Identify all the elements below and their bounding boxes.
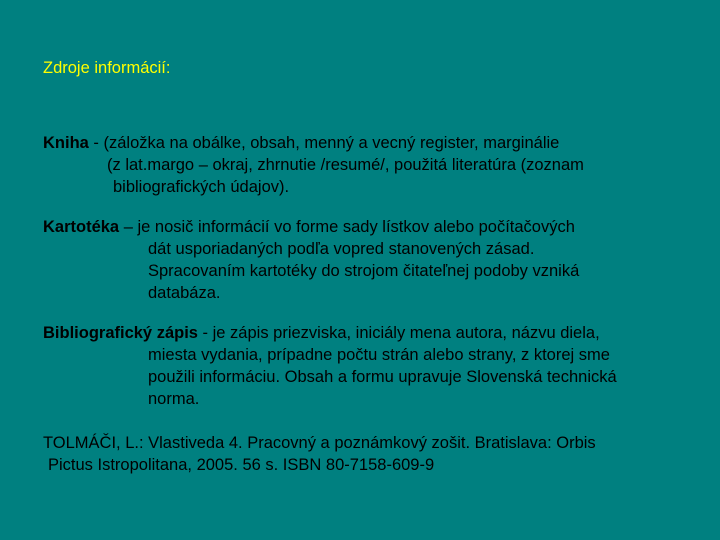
definition-line: použili informáciu. Obsah a formu upravuje Slovenská technická xyxy=(148,368,617,386)
definition-line: dát usporiadaných podľa vopred stanovených zásad. xyxy=(148,240,535,258)
term-kniha: Kniha xyxy=(43,134,89,152)
definition-line: norma. xyxy=(148,390,200,408)
definition-line xyxy=(43,322,617,344)
definition-text: - (záložka na obálke, obsah, menný a vecný register, marginálie xyxy=(88,134,560,152)
definition-text: - je zápis priezviska, iniciály mena autora, názvu diela, xyxy=(197,324,600,342)
definition-line: Spracovaním kartotéky do strojom čitateľnej podoby vzniká xyxy=(148,262,580,280)
definition-line: miesta vydania, prípadne počtu strán alebo strany, z ktorej sme xyxy=(148,346,610,364)
slide-title: Zdroje informácií: xyxy=(43,59,171,77)
citation-line: TOLMÁČI, L.: Vlastiveda 4. Pracovný a poznámkový zošit. Bratislava: Orbis xyxy=(43,434,596,452)
definition-kniha xyxy=(43,132,584,198)
definition-text: – je nosič informácií vo forme sady lístkov alebo počítačových xyxy=(119,218,575,236)
definition-kartoteka xyxy=(43,216,579,304)
source-citation xyxy=(43,432,596,476)
definition-line xyxy=(43,132,584,154)
term-bibliograficky-zapis: Bibliografický zápis xyxy=(43,324,198,342)
definition-line: (z lat.margo – okraj, zhrnutie /resumé/, použitá literatúra (zoznam xyxy=(107,156,584,174)
definition-line xyxy=(43,216,579,238)
definition-line: databáza. xyxy=(148,284,221,302)
citation-line: Pictus Istropolitana, 2005. 56 s. ISBN 80-7158-609-9 xyxy=(48,456,435,474)
term-kartoteka: Kartotéka xyxy=(43,218,120,236)
definition-bibliograficky-zapis xyxy=(43,322,617,410)
definition-line: bibliografických údajov). xyxy=(113,178,290,196)
